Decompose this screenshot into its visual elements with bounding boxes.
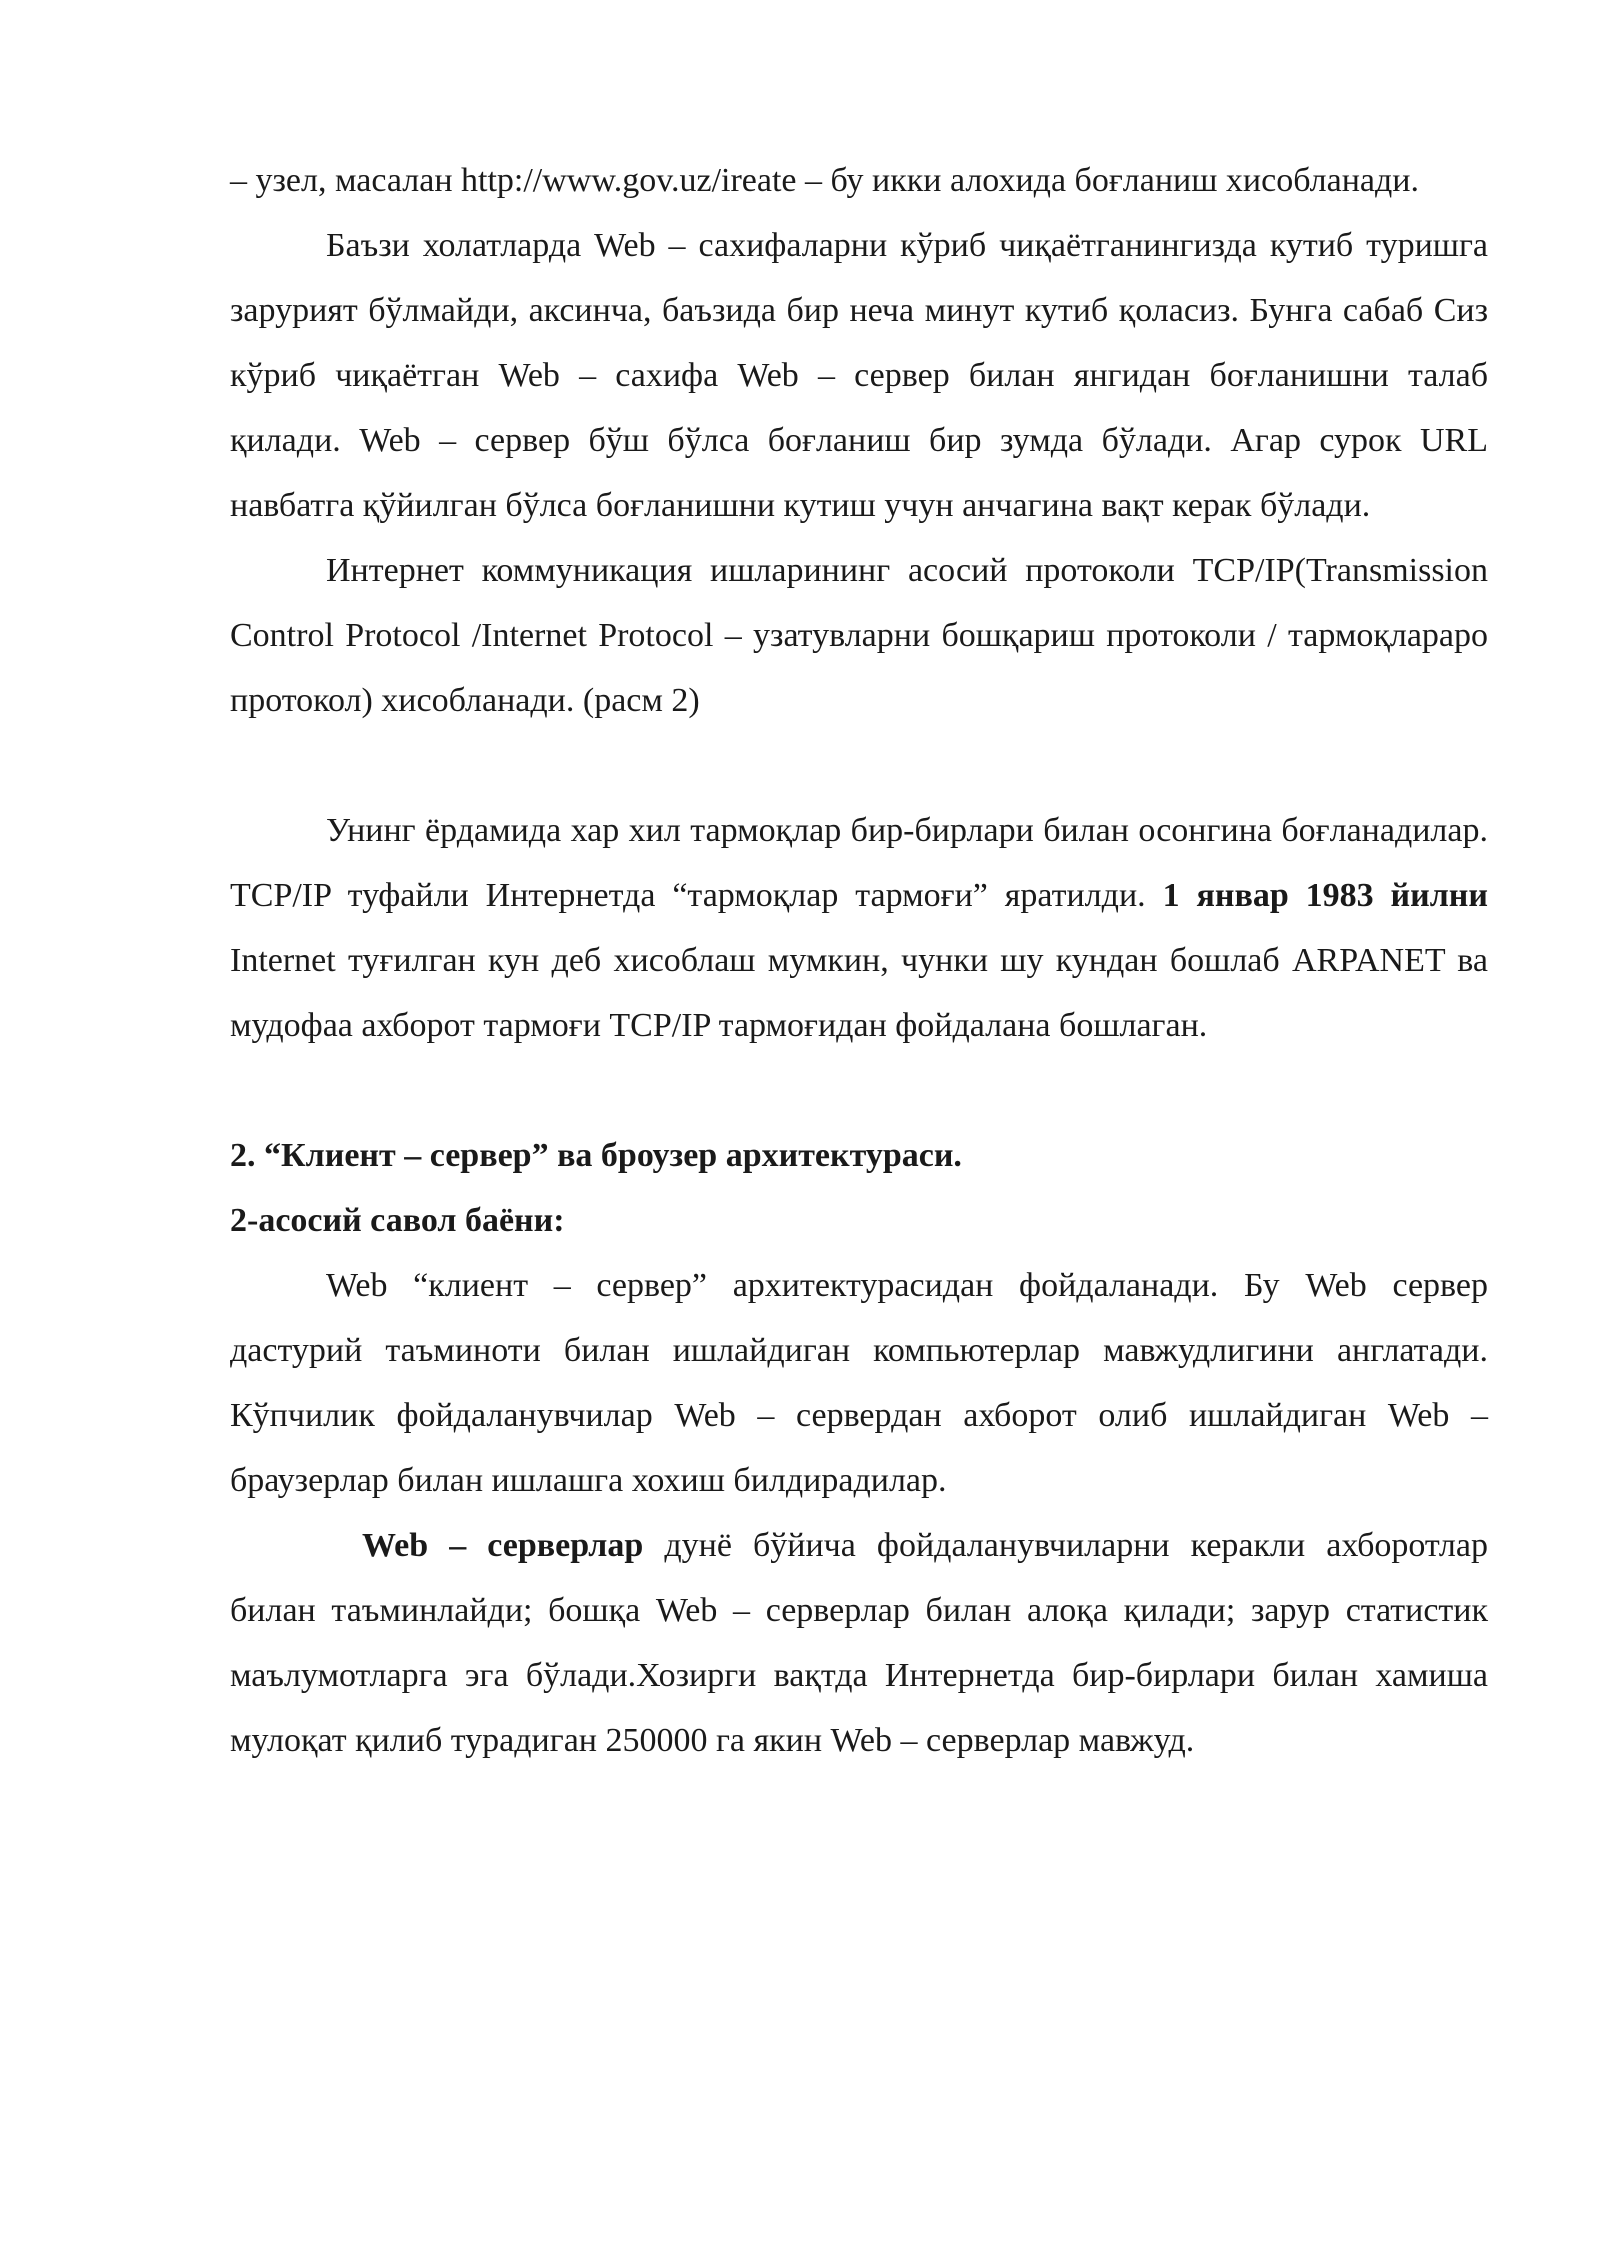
bold-date: 1 январ 1983 йилни [1162,877,1488,914]
bold-term: Web – серверлар [362,1527,644,1564]
section-heading: 2. “Клиент – сервер” ва броузер архитектураси. [230,1137,962,1174]
paragraph-text: дунё бўйича фойдаланувчиларни керакли ахборотлар билан таъминлайди; бошқа Web – серверлар билан алоқа қилади; зарур статистик маълумотларга эга бўлади.Хозирги вақтда Интернетда бир-бирлари билан хамиша мулоқат қилиб турадиган 250000 га якин Web – серверлар мавжуд. [230,1527,1488,1759]
paragraph-network-of-networks [230,798,1488,1058]
paragraph-web-waiting: Баъзи холатларда Web – сахифаларни кўриб чиқаётганингизда кутиб туришга зарурият бўлмайди, аксинча, баъзида бир неча минут кутиб қоласиз. Бунга сабаб Сиз кўриб чиқаётган Web – сахифа Web – сервер билан янгидан боғланишни талаб қилади. Web – сервер бўш бўлса боғланиш бир зумда бўлади. Агар сурок URL навбатга қўйилган бўлса боғланишни кутиш учун анчагина вақт керак бўлади. [230,227,1488,524]
paragraph-web-servers [230,1513,1488,1773]
paragraph-client-server: Web “клиент – сервер” архитектурасидан фойдаланади. Бу Web сервер дастурий таъминоти билан ишлайдиган компьютерлар мавжудлигини англатади. Кўпчилик фойдаланувчилар Web – сервердан ахборот олиб ишлайдиган Web – браузерлар билан ишлашга хохиш билдирадилар. [230,1267,1488,1499]
document-page [230,148,1488,1773]
blank-line [230,1058,1488,1123]
blank-line [230,733,1488,798]
paragraph-text: Унинг ёрдамида хар хил тармоқлар бир-бирлари билан осонгина боғланадилар. TCP/IP туфайли Интернетда “тармоқлар тармоғи” яратилди. [230,812,1488,914]
section-subheading: 2-асосий савол баёни: [230,1202,565,1239]
paragraph-tcpip-protocol: Интернет коммуникация ишларининг асосий протоколи TCP/IP(Transmission Control Protocol /Internet Protocol – узатувларни бошқариш протоколи / тармоқлараро протокол) хисобланади. (расм 2) [230,552,1488,719]
paragraph-text: Internet туғилган кун деб хисоблаш мумкин, чунки шу кундан бошлаб ARPANET ва мудофаа ахборот тармоғи TCP/IP тармоғидан фойдалана бошлаган. [230,942,1488,1044]
paragraph-url-example: – узел, масалан http://www.gov.uz/ireate – бу икки алохида боғланиш хисобланади. [230,162,1419,199]
